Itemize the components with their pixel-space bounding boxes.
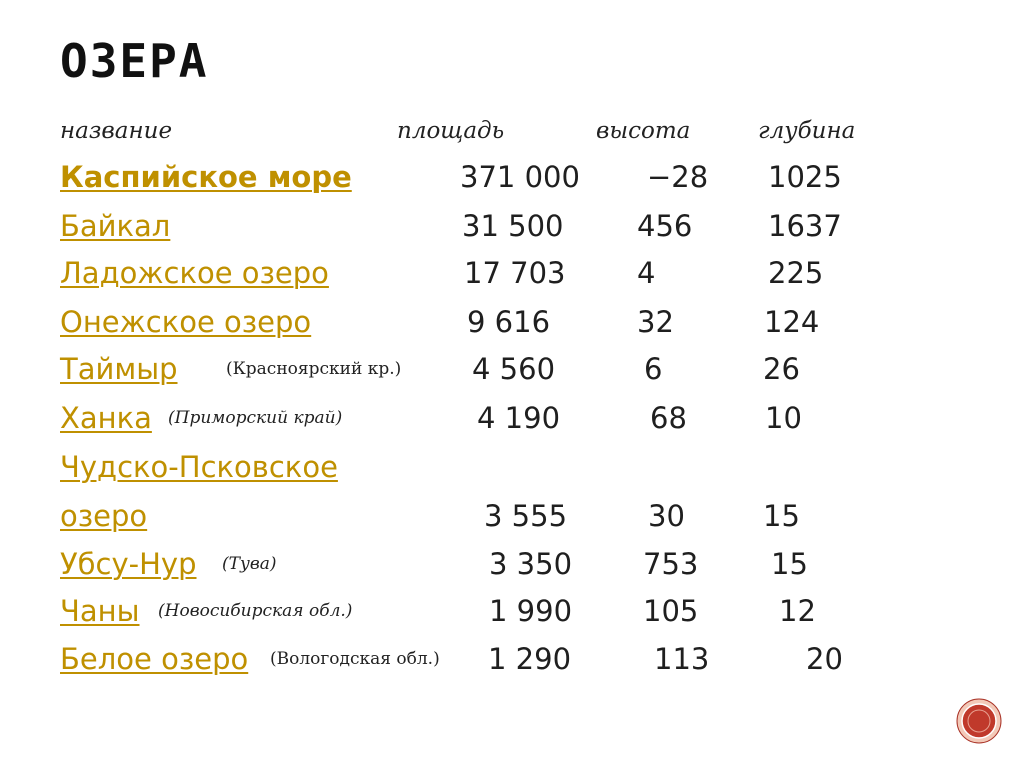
lake-link-caspian[interactable]: Каспийское море <box>60 160 352 194</box>
table-row <box>0 250 1024 296</box>
lake-link-taymyr[interactable]: Таймыр <box>60 352 178 386</box>
height-value: 113 <box>654 642 710 676</box>
depth-value: 1637 <box>768 209 842 243</box>
area-value: 31 500 <box>462 209 564 243</box>
depth-value: 15 <box>771 547 808 581</box>
area-value: 371 000 <box>460 160 580 194</box>
height-value: 753 <box>643 547 699 581</box>
depth-value: 15 <box>763 499 800 533</box>
lake-link-peipus[interactable]: Чудско-Псковское <box>60 450 338 484</box>
height-value: 32 <box>637 305 674 339</box>
height-value: 456 <box>637 209 693 243</box>
lake-link-khanka[interactable]: Ханка <box>60 401 152 435</box>
lake-link-onega[interactable]: Онежское озеро <box>60 305 312 339</box>
region-note: (Новосибирская обл.) <box>158 601 353 621</box>
table-row <box>0 493 1024 539</box>
depth-value: 225 <box>768 256 824 290</box>
area-value: 3 350 <box>489 547 573 581</box>
lake-link-peipus-cont[interactable]: озеро <box>60 499 148 533</box>
depth-value: 26 <box>763 352 800 386</box>
header-area: площадь <box>397 118 505 144</box>
header-name: название <box>60 118 173 144</box>
area-value: 3 555 <box>484 499 568 533</box>
table-row <box>0 541 1024 587</box>
table-row <box>0 299 1024 345</box>
region-note: (Вологодская обл.) <box>270 649 440 669</box>
lake-link-beloye[interactable]: Белое озеро <box>60 642 249 676</box>
region-note: (Приморский край) <box>168 408 343 428</box>
table-row <box>0 444 1024 490</box>
header-height: высота <box>596 118 691 144</box>
depth-value: 10 <box>765 401 802 435</box>
lake-link-chany[interactable]: Чаны <box>60 594 140 628</box>
height-value: 105 <box>643 594 699 628</box>
lake-link-ladoga[interactable]: Ладожское озеро <box>60 256 329 290</box>
region-note: (Красноярский кр.) <box>226 359 402 379</box>
table-row <box>0 203 1024 249</box>
depth-value: 12 <box>779 594 816 628</box>
area-value: 4 560 <box>472 352 556 386</box>
height-value: 6 <box>644 352 663 386</box>
lake-link-baikal[interactable]: Байкал <box>60 209 171 243</box>
region-note: (Тува) <box>222 554 277 574</box>
area-value: 1 290 <box>488 642 572 676</box>
depth-value: 124 <box>764 305 820 339</box>
height-value: 30 <box>648 499 685 533</box>
lake-link-uvs[interactable]: Убсу-Нур <box>60 547 197 581</box>
area-value: 1 990 <box>489 594 573 628</box>
table-row <box>0 154 1024 200</box>
table-row <box>0 588 1024 634</box>
area-value: 4 190 <box>477 401 561 435</box>
height-value: 68 <box>650 401 687 435</box>
area-value: 9 616 <box>467 305 551 339</box>
header-depth: глубина <box>758 118 856 144</box>
table-row <box>0 636 1024 682</box>
height-value: −28 <box>647 160 709 194</box>
area-value: 17 703 <box>464 256 566 290</box>
height-value: 4 <box>637 256 656 290</box>
page-title: ОЗЕРА <box>60 34 209 88</box>
depth-value: 20 <box>806 642 843 676</box>
depth-value: 1025 <box>768 160 842 194</box>
presentation-logo-icon <box>955 697 1003 745</box>
table-row <box>0 346 1024 392</box>
table-row <box>0 395 1024 441</box>
